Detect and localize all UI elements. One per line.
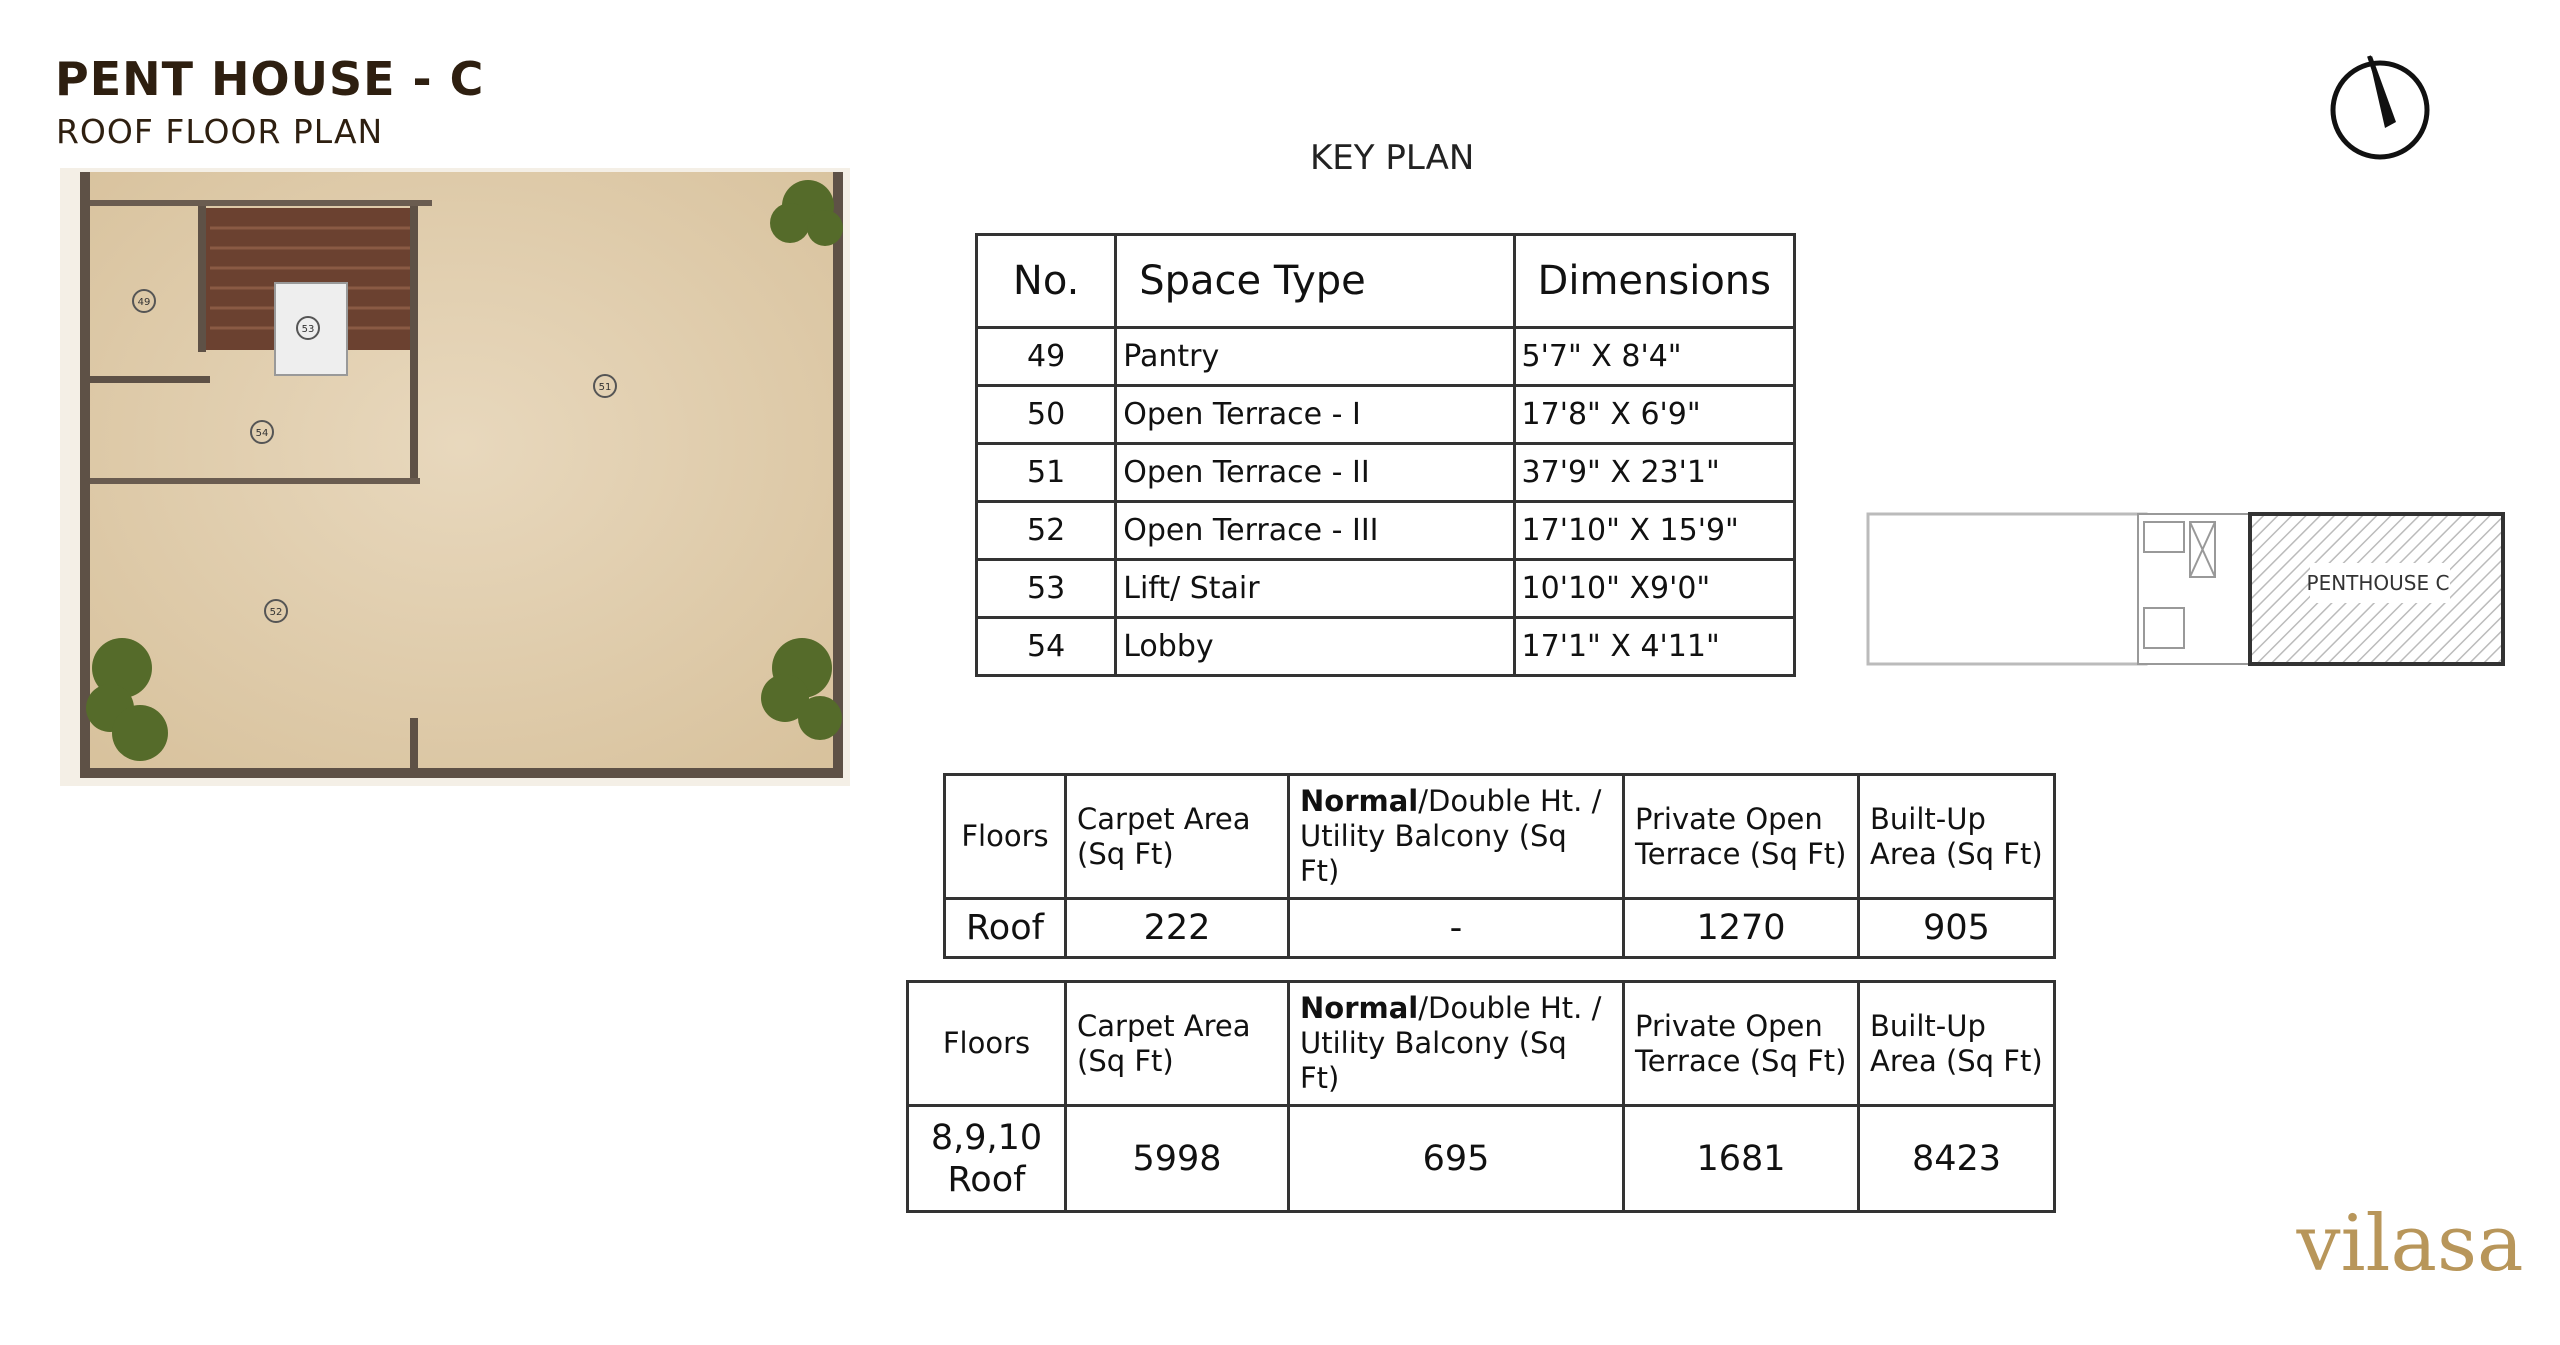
roof-floor-plan [60, 168, 850, 786]
key-plan-label: KEY PLAN [1310, 138, 1475, 178]
cell-no: 50 [977, 386, 1116, 444]
table-row [977, 618, 1795, 676]
page-title: PENT HOUSE - C [55, 52, 485, 106]
cell-terrace: 1681 [1624, 1106, 1859, 1212]
cell-balcony: 695 [1289, 1106, 1624, 1212]
cell-dim: 17'1" X 4'11" [1514, 618, 1794, 676]
table-row [977, 328, 1795, 386]
cell-floors: 8,9,10 Roof [908, 1106, 1066, 1212]
cell-type: Pantry [1116, 328, 1514, 386]
space-type-table [975, 233, 1796, 677]
cell-builtup: 905 [1859, 899, 2055, 958]
cell-no: 54 [977, 618, 1116, 676]
cell-carpet: 5998 [1066, 1106, 1289, 1212]
header-carpet-area: Carpet Area (Sq Ft) [1066, 775, 1289, 899]
cell-type: Open Terrace - I [1116, 386, 1514, 444]
cell-floors: Roof [945, 899, 1066, 958]
header-private-terrace: Private Open Terrace (Sq Ft) [1624, 775, 1859, 899]
table-row [977, 386, 1795, 444]
header-private-terrace: Private Open Terrace (Sq Ft) [1624, 982, 1859, 1106]
cell-no: 52 [977, 502, 1116, 560]
room-label-53: 53 [301, 324, 315, 335]
header-space-type: Space Type [1116, 235, 1514, 328]
cell-no: 49 [977, 328, 1116, 386]
header-carpet-area: Carpet Area (Sq Ft) [1066, 982, 1289, 1106]
cell-dim: 17'10" X 15'9" [1514, 502, 1794, 560]
header-floors: Floors [945, 775, 1066, 899]
header-no: No. [977, 235, 1116, 328]
area-table-header [908, 982, 2055, 1106]
area-table-roof [943, 773, 2056, 959]
header-dimensions: Dimensions [1514, 235, 1794, 328]
cell-dim: 10'10" X9'0" [1514, 560, 1794, 618]
room-label-51: 51 [598, 382, 612, 393]
room-label-54: 54 [255, 428, 269, 439]
room-label-49: 49 [137, 297, 151, 308]
cell-type: Lobby [1116, 618, 1514, 676]
vilasa-logo [2290, 1170, 2530, 1300]
north-compass-icon [2325, 52, 2435, 164]
header-balcony: Normal/Double Ht. / Utility Balcony (Sq Ft) [1289, 775, 1624, 899]
header-balcony: Normal/Double Ht. / Utility Balcony (Sq Ft) [1289, 982, 1624, 1106]
cell-balcony: - [1289, 899, 1624, 958]
cell-no: 53 [977, 560, 1116, 618]
table-row [945, 899, 2055, 958]
key-plan-drawing [1860, 508, 2510, 670]
cell-type: Open Terrace - II [1116, 444, 1514, 502]
table-row [977, 560, 1795, 618]
area-table-total [906, 980, 2056, 1213]
header-built-up: Built-Up Area (Sq Ft) [1859, 775, 2055, 899]
table-row [977, 444, 1795, 502]
cell-carpet: 222 [1066, 899, 1289, 958]
cell-no: 51 [977, 444, 1116, 502]
cell-builtup: 8423 [1859, 1106, 2055, 1212]
area-table-header [945, 775, 2055, 899]
space-table-header [977, 235, 1795, 328]
header-built-up: Built-Up Area (Sq Ft) [1859, 982, 2055, 1106]
room-label-52: 52 [269, 607, 283, 618]
cell-type: Lift/ Stair [1116, 560, 1514, 618]
cell-dim: 17'8" X 6'9" [1514, 386, 1794, 444]
table-row [977, 502, 1795, 560]
table-row [908, 1106, 2055, 1212]
cell-dim: 5'7" X 8'4" [1514, 328, 1794, 386]
page-subtitle: ROOF FLOOR PLAN [56, 112, 384, 151]
cell-terrace: 1270 [1624, 899, 1859, 958]
cell-type: Open Terrace - III [1116, 502, 1514, 560]
logo-text: vilasa [2296, 1199, 2524, 1289]
cell-dim: 37'9" X 23'1" [1514, 444, 1794, 502]
header-floors: Floors [908, 982, 1066, 1106]
key-plan-penthouse-label: PENTHOUSE C [2306, 571, 2450, 595]
